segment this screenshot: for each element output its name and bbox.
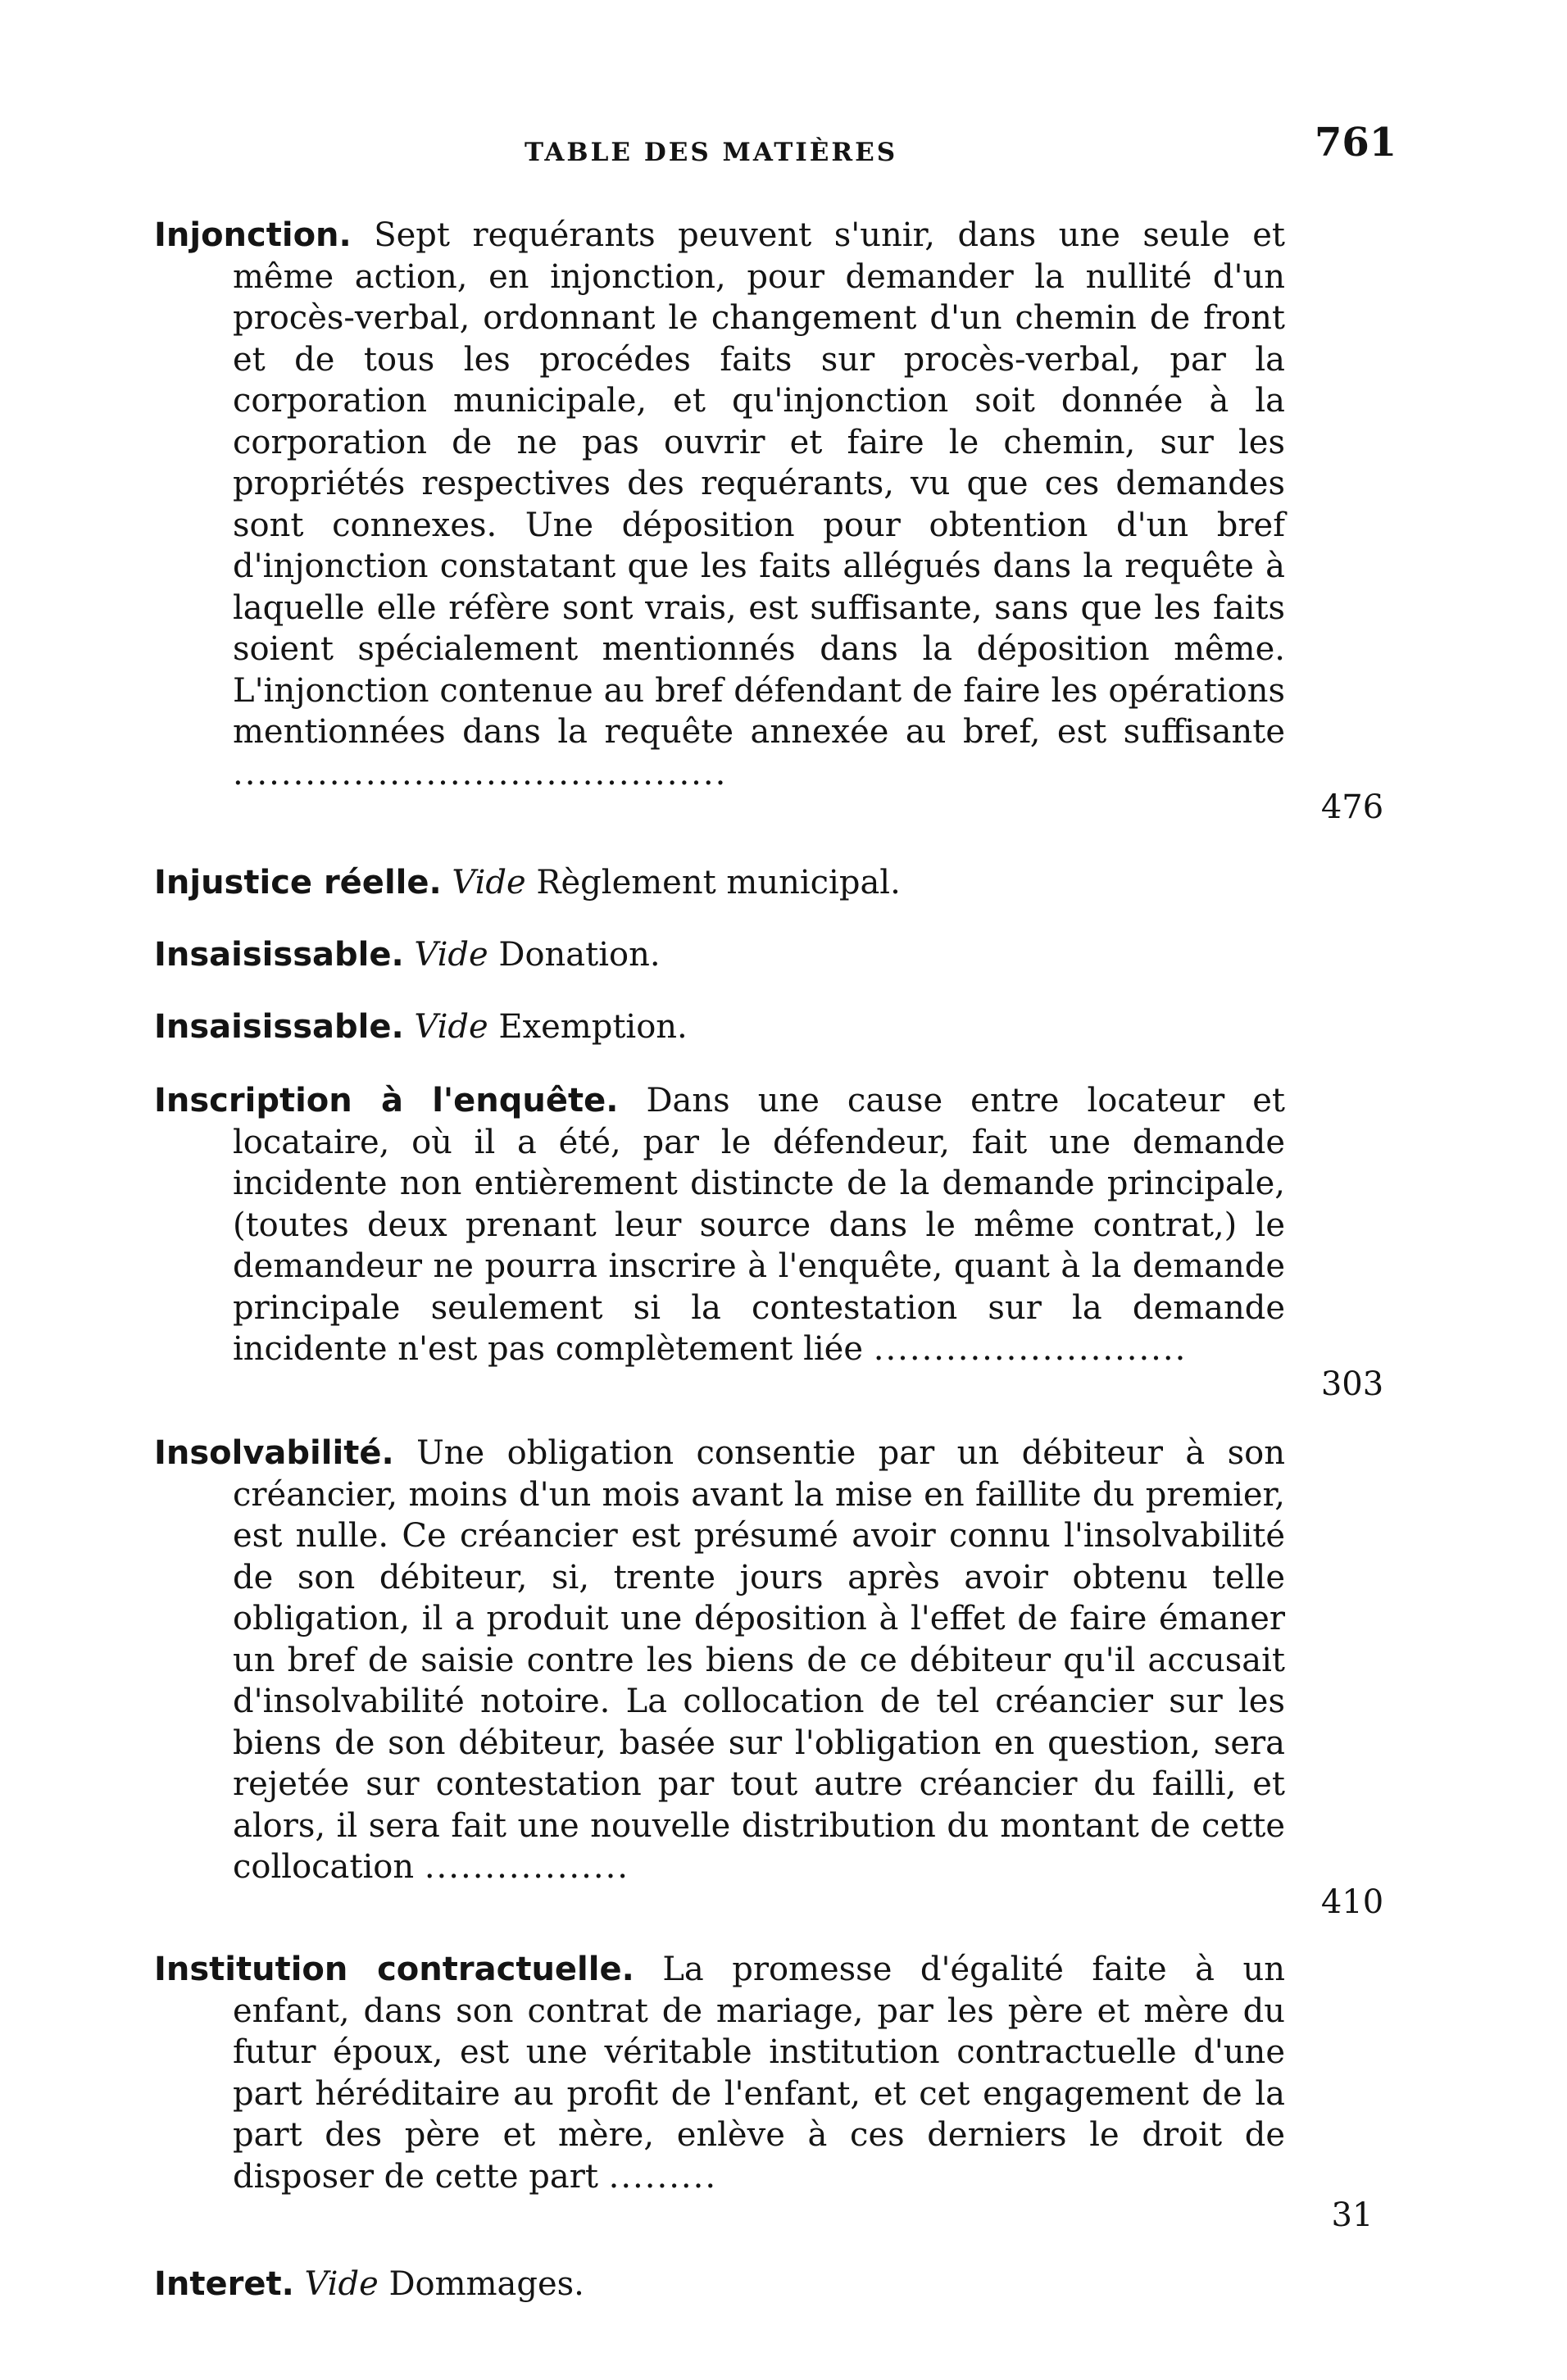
index-entry-insaisissable-exemption: [154, 1006, 1285, 1048]
entry-text: Une obligation consentie par un débiteur à son créancier, moins d'un mois avant la mise en faillite du premier, est nulle. Ce créancier est présumé avoir connu l'insolvabilité de son débiteur, si, trente jours après avoir obtenu telle obligation, il a produit une déposition à l'effet de faire émaner un bref de saisie contre les biens de ce débiteur qu'il accusait d'insolvabilité notoire. La collocation de tel créancier sur les biens de son débiteur, basée sur l'obligation en question, sera rejetée sur contestation par tout autre créancier du failli, et alors, il sera fait une nouvelle distribution du montant de cette collocation: [233, 1434, 1286, 1886]
entry-paragraph: [154, 1006, 1285, 1048]
entry-term: Insaisissable.: [154, 936, 404, 974]
entry-page-ref: 410: [1320, 1883, 1384, 1921]
entry-page-ref: 476: [1320, 788, 1384, 826]
index-entry-injonction: [154, 215, 1285, 794]
vide-reference: Vide: [414, 936, 488, 974]
index-entry-insolvabilite: [154, 1433, 1285, 1888]
dot-leader: .................: [424, 1848, 629, 1886]
running-title: TABLE DES MATIÈRES: [525, 138, 898, 167]
entry-page-ref: 31: [1331, 2196, 1374, 2234]
dot-leader: ..........................: [873, 1330, 1188, 1368]
entry-paragraph: [154, 862, 1285, 904]
entry-term: Injustice réelle.: [154, 864, 442, 902]
index-entry-institution: [154, 1949, 1285, 2197]
entry-text: La promesse d'égalité faite à un enfant, dans son contrat de mariage, par les père et mère du futur époux, est une véritable institution contractuelle d'une part héréditaire au profit de l'enfant, et cet engagement de la part des père et mère, enlève à ces derniers le droit de disposer de cette part: [233, 1951, 1285, 2196]
entry-term: Inscription à l'enquête.: [154, 1082, 619, 1120]
entry-term: Insolvabilité.: [154, 1434, 394, 1472]
entry-term: Institution contractuelle.: [154, 1951, 634, 1988]
entry-term: Interet.: [154, 2265, 294, 2303]
entry-text: Donation.: [498, 936, 661, 974]
entry-paragraph: [154, 934, 1285, 976]
entry-text: Dommages.: [388, 2265, 584, 2303]
vide-reference: Vide: [414, 1008, 488, 1046]
entry-text: Sept requérants peuvent s'unir, dans une seule et même action, en injonction, pour demander la nullité d'un procès-verbal, ordonnant le changement d'un chemin de front et de tous les procédes faits sur procès-verbal, par la corporation municipale, et qu'injonction soit donnée à la corporation de ne pas ouvrir et faire le chemin, sur les propriétés respectives des requérants, vu que ces demandes sont connexes. Une déposition pour obtention d'un bref d'injonction constatant que les faits allégués dans la requête à laquelle elle réfère sont vrais, est suffisante, sans que les faits soient spécialement mentionnés dans la déposition même. L'injonction contenue au bref défendant de faire les opérations mentionnées dans la requête annexée au bref, est suffisante: [233, 216, 1285, 751]
vide-reference: Vide: [304, 2265, 379, 2303]
page-number: 761: [1315, 120, 1397, 166]
vide-reference: Vide: [452, 864, 526, 902]
entry-paragraph: [154, 1949, 1285, 2197]
entry-paragraph: [154, 1433, 1285, 1888]
dot-leader: .........: [608, 2157, 718, 2196]
entry-page-ref: 303: [1320, 1365, 1384, 1403]
index-entry-injustice: [154, 862, 1285, 904]
dot-leader: .........................................: [233, 754, 728, 793]
entry-text: Règlement municipal.: [536, 864, 901, 902]
index-entry-insaisissable-donation: [154, 934, 1285, 976]
entry-paragraph: [154, 215, 1285, 794]
entry-paragraph: [154, 2264, 1285, 2305]
entry-term: Injonction.: [154, 216, 352, 254]
entry-paragraph: [154, 1080, 1285, 1370]
index-entry-interet: [154, 2264, 1285, 2305]
entry-text: Exemption.: [498, 1008, 688, 1046]
entry-term: Insaisissable.: [154, 1008, 404, 1046]
index-entry-inscription: [154, 1080, 1285, 1370]
entry-text: Dans une cause entre locateur et locataire, où il a été, par le défendeur, fait une demande incidente non entièrement distincte de la demande principale, (toutes deux prenant leur source dans le même contrat,) le demandeur ne pourra inscrire à l'enquête, quant à la demande principale seulement si la contestation sur la demande incidente n'est pas complètement liée: [233, 1082, 1286, 1368]
